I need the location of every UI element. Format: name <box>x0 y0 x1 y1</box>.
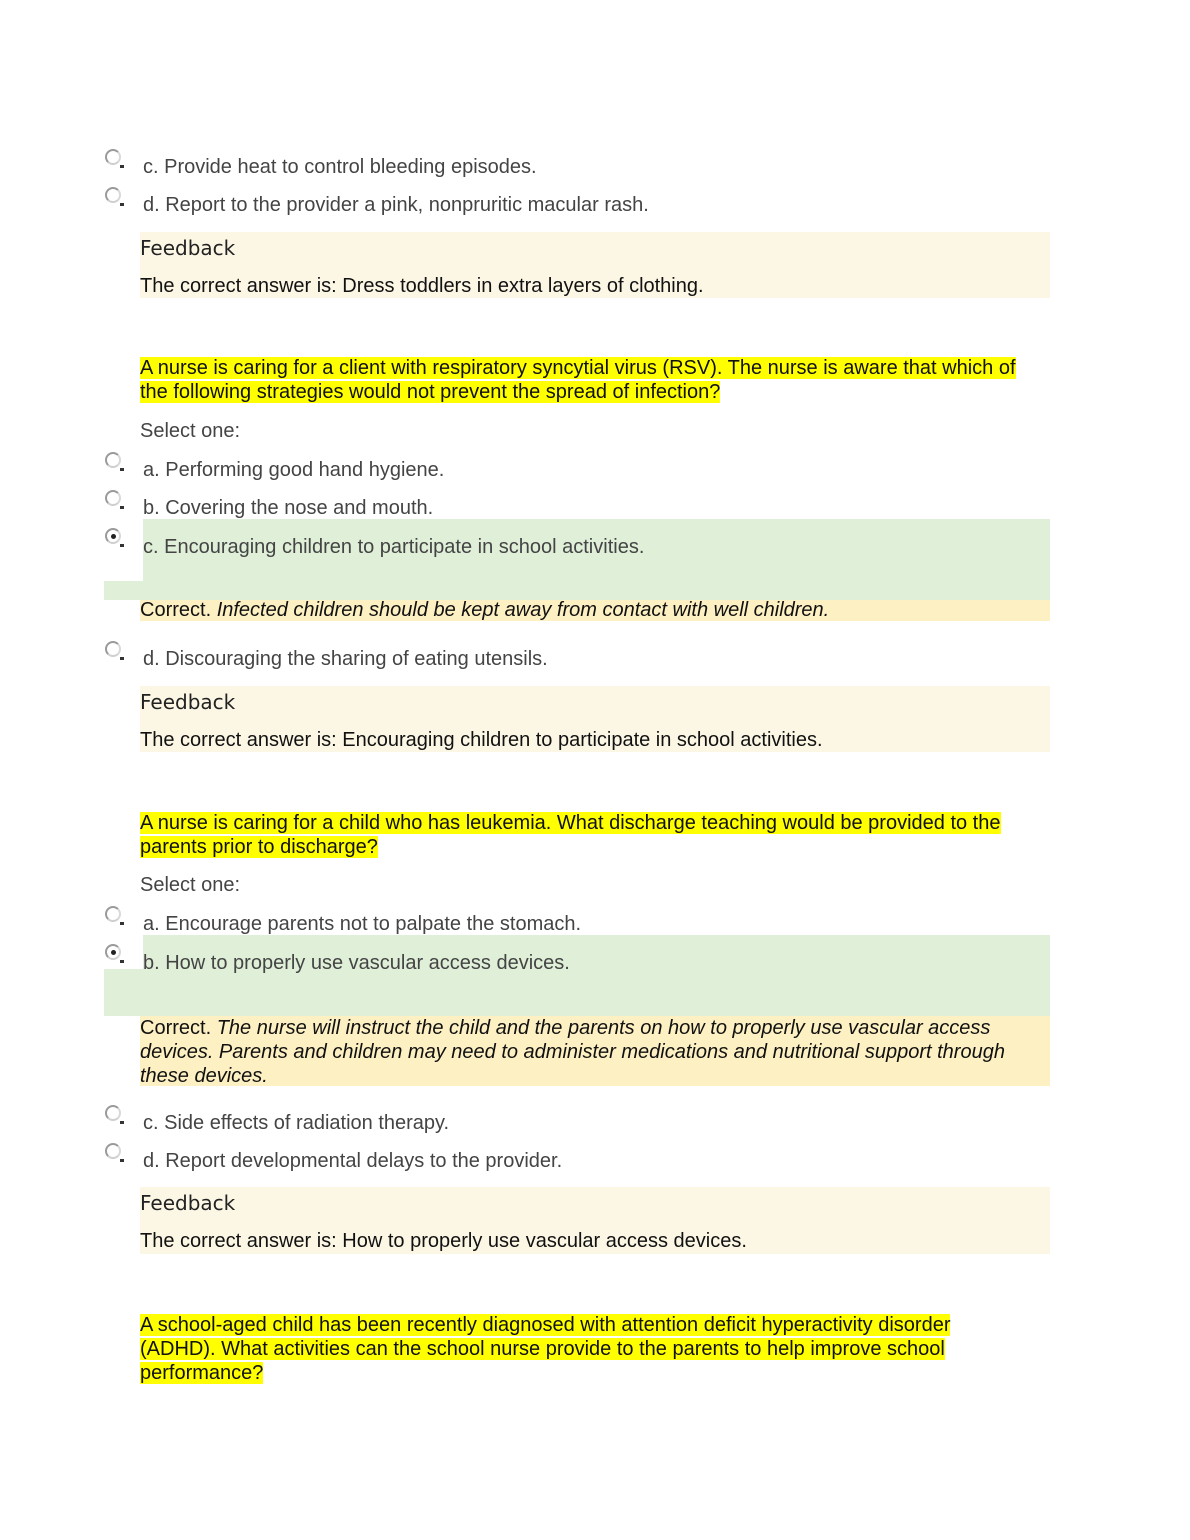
select-one-label: Select one: <box>140 874 241 896</box>
correct-prefix: Correct. <box>140 599 212 621</box>
radio-option-d[interactable] <box>105 641 121 657</box>
option-b-label: b. Covering the nose and mouth. <box>143 497 434 519</box>
correct-prefix: Correct. <box>140 1017 212 1039</box>
question-line: A nurse is caring for a client with respiratory syncytial virus (RSV). The nurse is aware that which of <box>140 357 1016 379</box>
radio-option-c[interactable] <box>105 149 121 165</box>
feedback-text: The correct answer is: Dress toddlers in extra layers of clothing. <box>140 275 704 297</box>
question-text <box>140 811 1040 859</box>
correct-explanation: The nurse will instruct the child and the parents on how to properly use vascular access <box>216 1017 991 1039</box>
option-d-label: d. Report developmental delays to the provider. <box>143 1150 563 1172</box>
radio-option-c-selected[interactable] <box>105 528 121 544</box>
option-d-label: d. Discouraging the sharing of eating utensils. <box>143 648 548 670</box>
feedback-box <box>140 232 1050 298</box>
option-c-label: c. Encouraging children to participate in school activities. <box>143 536 645 558</box>
option-a-label: a. Encourage parents not to palpate the stomach. <box>143 913 582 935</box>
correct-feedback-text <box>140 1016 1040 1088</box>
option-c-label: c. Provide heat to control bleeding episodes. <box>143 156 537 178</box>
correct-explanation: these devices. <box>140 1065 268 1087</box>
option-a-label: a. Performing good hand hygiene. <box>143 459 445 481</box>
question-line: A nurse is caring for a child who has leukemia. What discharge teaching would be provided to the <box>140 812 1001 834</box>
question-line: parents prior to discharge? <box>140 836 378 858</box>
option-d-label: d. Report to the provider a pink, nonpruritic macular rash. <box>143 194 649 216</box>
feedback-title: Feedback <box>140 690 236 714</box>
radio-option-d[interactable] <box>105 1143 121 1159</box>
option-b-label: b. How to properly use vascular access devices. <box>143 952 570 974</box>
correct-explanation: devices. Parents and children may need to administer medications and nutritional support through <box>140 1041 1005 1063</box>
radio-option-a[interactable] <box>105 452 121 468</box>
feedback-text: The correct answer is: Encouraging children to participate in school activities. <box>140 729 823 751</box>
question-text <box>140 356 1040 404</box>
option-c-label: c. Side effects of radiation therapy. <box>143 1112 450 1134</box>
correct-answer-highlight <box>104 969 1050 1016</box>
question-line: the following strategies would not prevent the spread of infection? <box>140 381 721 403</box>
radio-option-d[interactable] <box>105 187 121 203</box>
question-text <box>140 1313 1040 1385</box>
radio-option-a[interactable] <box>105 906 121 922</box>
question-line: performance? <box>140 1362 264 1384</box>
select-one-label: Select one: <box>140 420 241 442</box>
feedback-text: The correct answer is: How to properly use vascular access devices. <box>140 1230 747 1252</box>
feedback-title: Feedback <box>140 1191 236 1215</box>
correct-feedback-text <box>140 598 1040 622</box>
question-line: (ADHD). What activities can the school nurse provide to the parents to help improve school <box>140 1338 945 1360</box>
feedback-box <box>140 1187 1050 1254</box>
correct-explanation: Infected children should be kept away from contact with well children. <box>216 599 830 621</box>
radio-option-c[interactable] <box>105 1105 121 1121</box>
feedback-box <box>140 686 1050 752</box>
question-line: A school-aged child has been recently diagnosed with attention deficit hyperactivity disorder <box>140 1314 951 1336</box>
radio-option-b[interactable] <box>105 490 121 506</box>
radio-option-b-selected[interactable] <box>105 944 121 960</box>
feedback-title: Feedback <box>140 236 236 260</box>
